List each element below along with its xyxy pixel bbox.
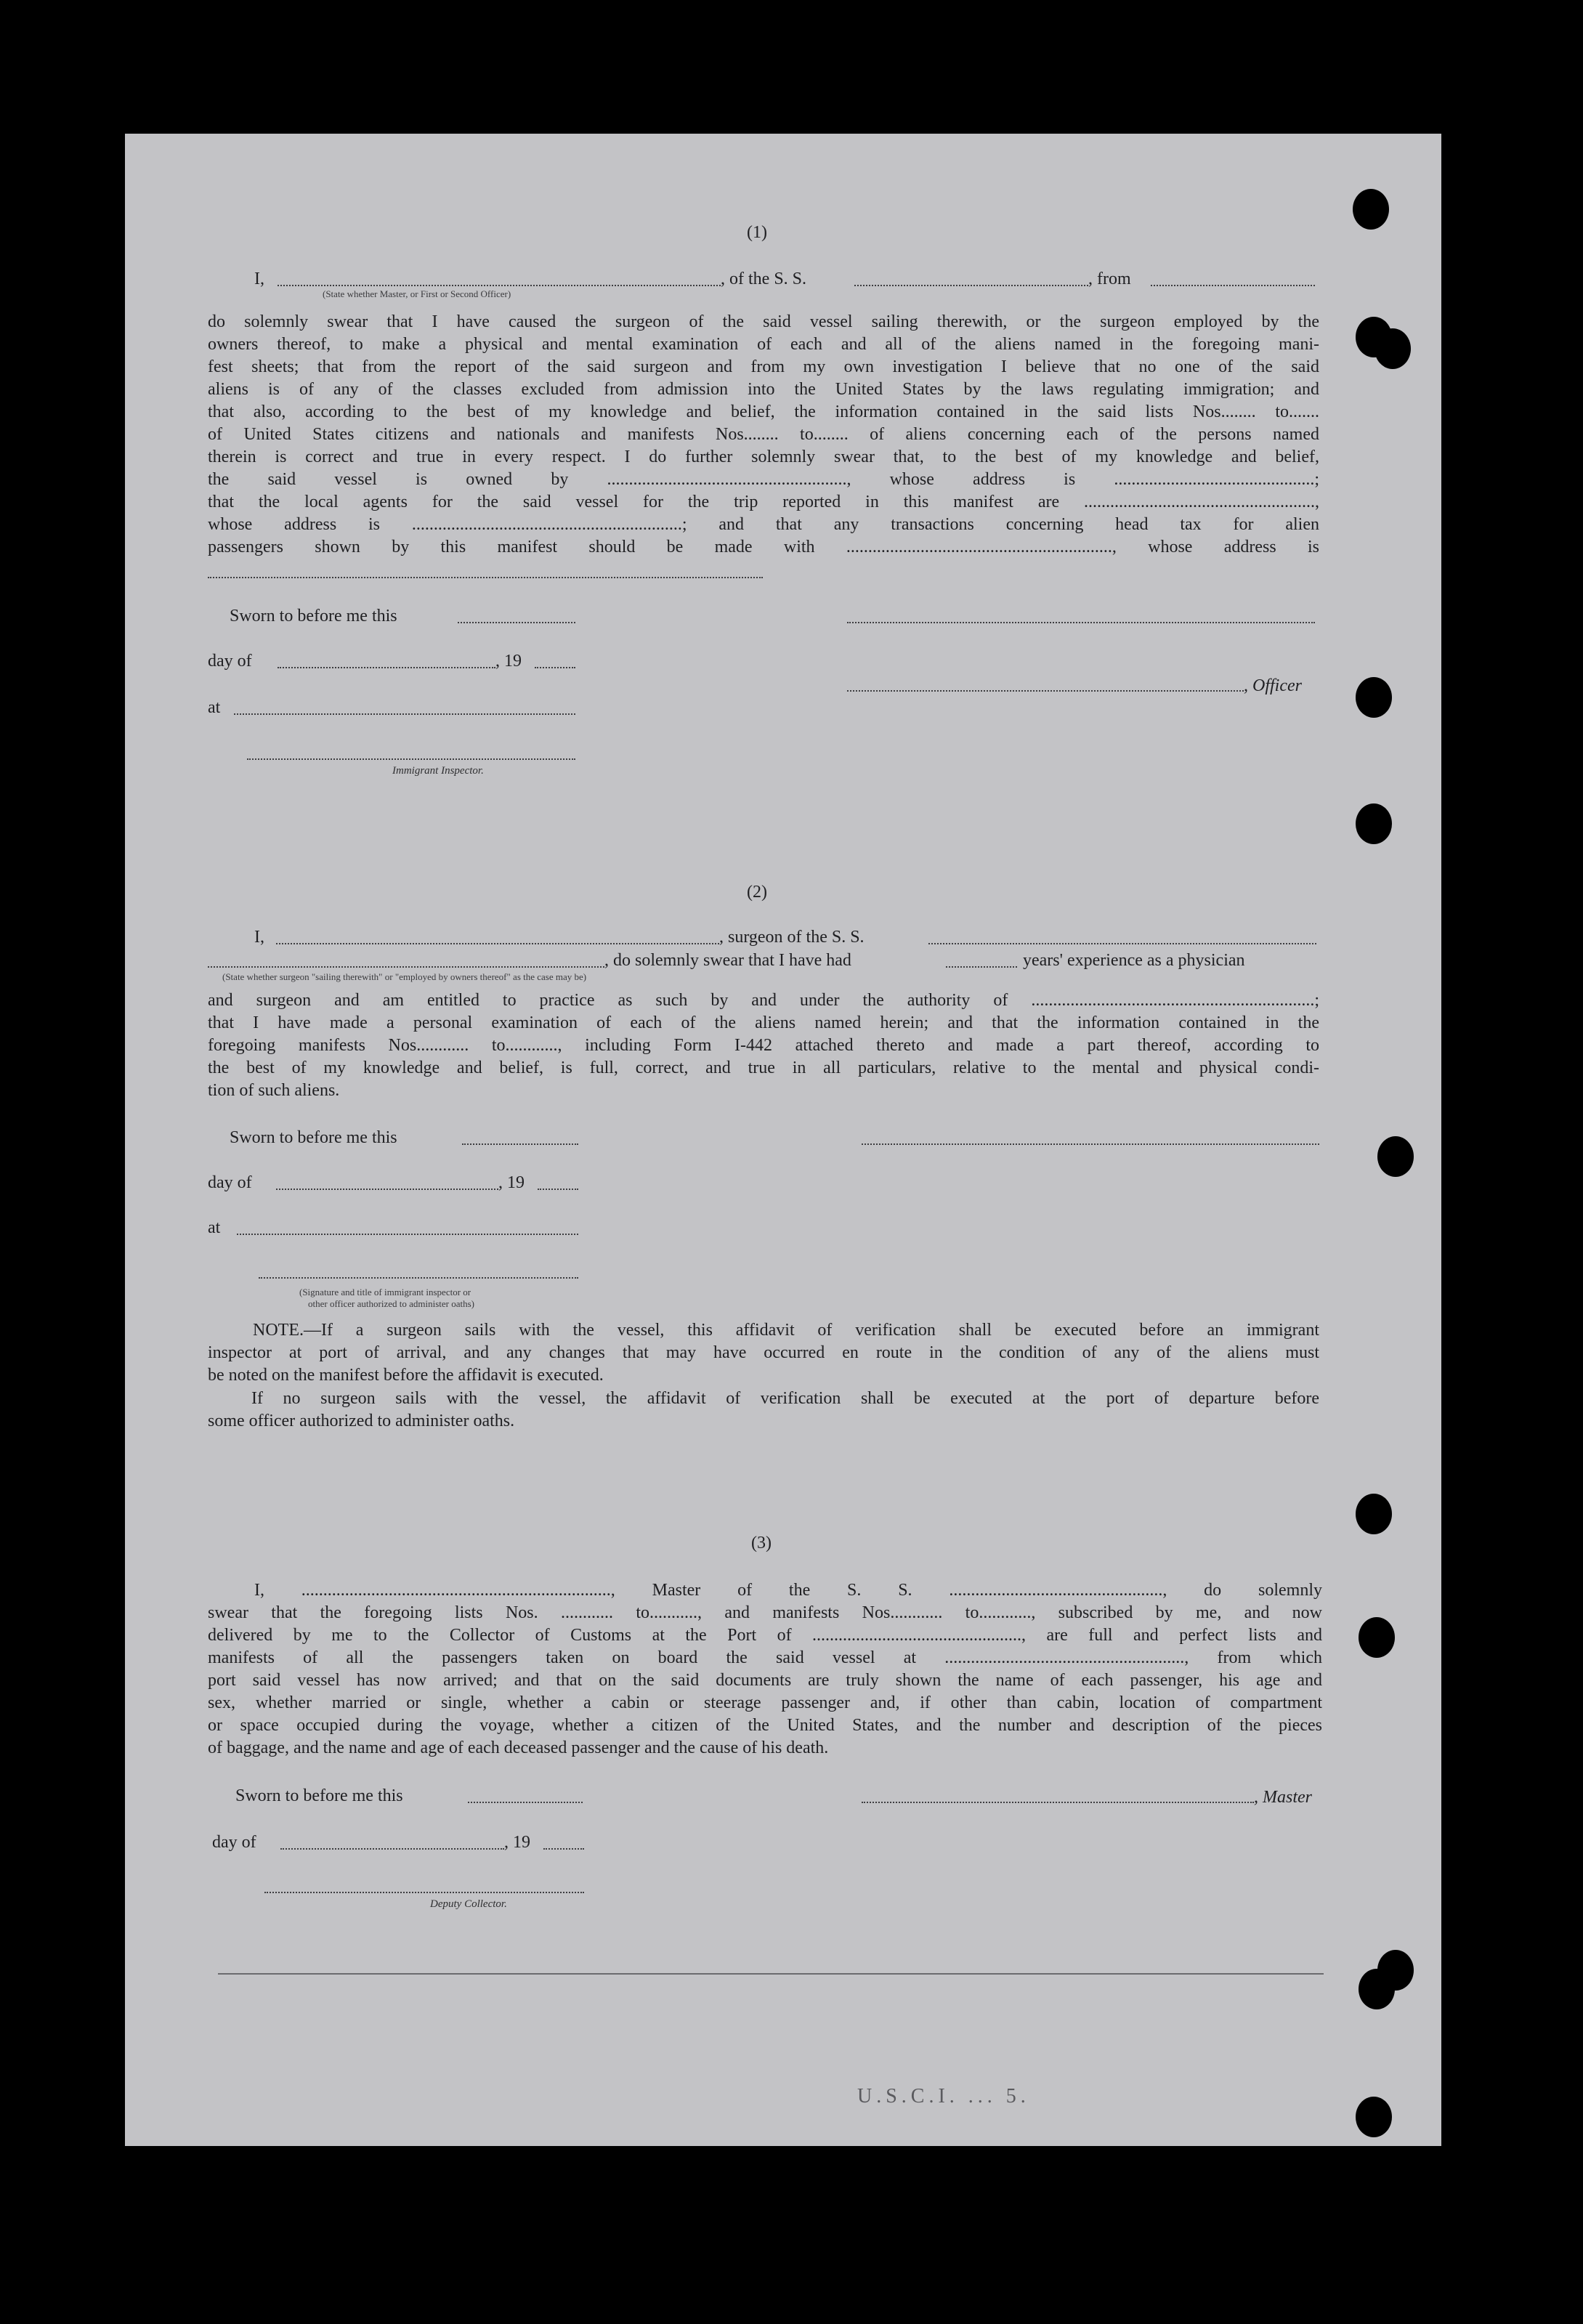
section-2-sworn-field[interactable] [462, 1143, 578, 1145]
of-the-ss-label: , of the S. S. [721, 270, 807, 288]
section-2-line: tion of such aliens. [208, 1081, 340, 1100]
section-3-line: manifests of all the passengers taken on board the said vessel at ......................................................., from which [208, 1648, 1322, 1667]
section-2-at: at [208, 1218, 221, 1237]
deputy-collector-signature-field[interactable] [264, 1892, 584, 1893]
section-2-officer-signature-field[interactable] [259, 1277, 578, 1279]
deputy-collector-label: Deputy Collector. [430, 1898, 507, 1910]
section-1-line: the said vessel is owned by ......................................................., whose address is ..............................................; [208, 470, 1319, 489]
ship-name-field[interactable] [854, 285, 1088, 286]
do-solemnly-label: , do solemnly swear that I have had [604, 951, 851, 970]
signature-note-line-1: (Signature and title of immigrant inspector or [299, 1287, 471, 1297]
section-1-sworn: Sworn to before me this [230, 607, 397, 625]
punch-hole [1356, 677, 1392, 718]
section-3-year: , 19 [504, 1833, 530, 1852]
section-3-line: port said vessel has now arrived; and that on the said documents are truly shown the name of each passenger, his age and [208, 1671, 1322, 1690]
immigrant-inspector-label: Immigrant Inspector. [392, 765, 484, 777]
section-2-i: I, [254, 928, 264, 947]
section-3-number: (3) [751, 1534, 772, 1552]
punch-hole [1359, 1617, 1395, 1658]
section-2-line: foregoing manifests Nos............ to............, including Form I-442 attached thereto and made a part thereof, according to [208, 1036, 1319, 1055]
section-3-day-of: day of [212, 1833, 256, 1852]
signature-note-line-2: other officer authorized to administer oaths) [308, 1298, 474, 1309]
note-line: NOTE.—If a surgeon sails with the vessel, this affidavit of verification shall be executed before an immigrant [253, 1321, 1319, 1340]
section-2-ship-field[interactable] [928, 943, 1316, 944]
note-line: be noted on the manifest before the affidavit is executed. [208, 1366, 604, 1385]
from-label: , from [1088, 270, 1131, 288]
note-line: If no surgeon sails with the vessel, the affidavit of verification shall be executed at the port of departure before [251, 1389, 1319, 1408]
officer-signature-field[interactable] [847, 690, 1244, 692]
section-1-day-of: day of [208, 652, 252, 671]
from-port-field[interactable] [1151, 285, 1315, 286]
section-1-year-field[interactable] [535, 667, 575, 668]
faded-stamp: U.S.C.I. ... 5. [857, 2085, 1030, 2108]
section-3-line: delivered by me to the Collector of Customs at the Port of ................................................, are full and perfect lists and [208, 1626, 1322, 1645]
section-1-line: do solemnly swear that I have caused the surgeon of the said vessel sailing therewith, or the surgeon employed by the [208, 312, 1319, 331]
inspector-signature-field[interactable] [247, 758, 575, 760]
section-1-line: aliens is of any of the classes excluded from admission into the United States by the laws regulating immigration; and [208, 380, 1319, 399]
section-3-line: swear that the foregoing lists Nos. ............ to..........., and manifests Nos............ to............, subscribed by me, and now [208, 1603, 1322, 1622]
surgeon-status-field[interactable] [208, 966, 604, 968]
section-1-line: owners thereof, to make a physical and mental examination of each and all of the aliens named in the foregoing mani- [208, 335, 1319, 354]
section-1-line: fest sheets; that from the report of the said surgeon and from my own investigation I believe that no one of the said [208, 357, 1319, 376]
section-1-body [208, 311, 1319, 559]
section-1-line: therein is correct and true in every respect. I do further solemnly swear that, to the best of my knowledge and belief, [208, 448, 1319, 466]
section-2-sworn: Sworn to before me this [230, 1128, 397, 1147]
scan-border [0, 2146, 1583, 2324]
section-1-at: at [208, 698, 221, 717]
note-line: some officer authorized to administer oaths. [208, 1412, 515, 1430]
section-2-number: (2) [747, 883, 767, 902]
note-paragraph [208, 1319, 1319, 1387]
section-2-line: the best of my knowledge and belief, is full, correct, and true in all particulars, relative to the mental and physical condi- [208, 1058, 1319, 1077]
section-2-day-field[interactable] [276, 1189, 498, 1190]
section-1-i: I, [254, 270, 264, 288]
section-2-year-field[interactable] [538, 1189, 578, 1190]
master-name-field[interactable] [278, 285, 721, 286]
address-continuation-field[interactable] [208, 577, 763, 578]
punch-hole [1375, 328, 1411, 369]
punch-hole [1359, 1969, 1395, 2009]
punch-hole [1356, 803, 1392, 844]
officer-label: , Officer [1244, 676, 1302, 695]
bottom-rule [218, 1973, 1324, 1975]
section-1-at-field[interactable] [234, 713, 575, 715]
surgeon-signature-field[interactable] [862, 1143, 1319, 1145]
section-1-year: , 19 [495, 652, 522, 671]
master-officer-note: (State whether Master, or First or Second Officer) [323, 288, 511, 299]
section-3-line: or space occupied during the voyage, whether a citizen of the United States, and the number and description of the pieces [208, 1716, 1322, 1735]
section-3-line: of baggage, and the name and age of each deceased passenger and the cause of his death. [208, 1738, 829, 1757]
section-2-body [208, 989, 1319, 1102]
section-1-signature-field[interactable] [847, 622, 1315, 623]
master-label: , Master [1254, 1788, 1312, 1807]
section-2-line: that I have made a personal examination of each of the aliens named herein; and that the information contained in the [208, 1013, 1319, 1032]
section-3-sworn: Sworn to before me this [235, 1786, 403, 1805]
section-1-sworn-field[interactable] [458, 622, 575, 623]
section-1-line: that the local agents for the said vessel for the trip reported in this manifest are ....................................................., [208, 493, 1319, 511]
section-2-line: and surgeon and am entitled to practice as such by and under the authority of .................................................................; [208, 991, 1319, 1010]
punch-hole [1353, 189, 1389, 230]
years-experience-label: years' experience as a physician [1023, 951, 1245, 970]
years-field[interactable] [946, 966, 1017, 968]
surgeon-name-field[interactable] [276, 943, 719, 944]
section-1-number: (1) [747, 223, 767, 242]
punch-hole [1377, 1136, 1414, 1177]
section-1-line: of United States citizens and nationals and manifests Nos........ to........ of aliens concerning each of the persons named [208, 425, 1319, 444]
section-1-line: passengers shown by this manifest should be made with ............................................................., whose address is [208, 538, 1319, 556]
section-1-line: that also, according to the best of my knowledge and belief, the information contained in the said lists Nos........ to....... [208, 402, 1319, 421]
section-1-day-field[interactable] [278, 667, 495, 668]
section-2-day-of: day of [208, 1173, 252, 1192]
section-3-line: I, ......................................................................., Master of the S. S. ................................................., do solemnly [254, 1581, 1322, 1600]
punch-hole [1356, 1494, 1392, 1534]
section-1-line: whose address is ..............................................................; and that any transactions concerning head tax for alien [208, 515, 1319, 534]
section-3-sworn-field[interactable] [468, 1802, 583, 1803]
note-line: inspector at port of arrival, and any changes that may have occurred en route in the condition of any of the aliens must [208, 1343, 1319, 1362]
surgeon-of-label: , surgeon of the S. S. [719, 928, 865, 947]
note-2-paragraph [208, 1388, 1319, 1433]
section-3-line: sex, whether married or single, whether a cabin or steerage passenger and, if other than cabin, location of compartment [208, 1693, 1322, 1712]
section-3-day-field[interactable] [280, 1848, 504, 1850]
section-2-at-field[interactable] [237, 1234, 578, 1235]
punch-hole [1356, 2097, 1392, 2137]
master-signature-field[interactable] [862, 1802, 1254, 1803]
surgeon-status-note: (State whether surgeon "sailing therewith" or "employed by owners thereof" as the case may be) [222, 971, 587, 982]
section-2-year: , 19 [498, 1173, 525, 1192]
section-3-year-field[interactable] [543, 1848, 584, 1850]
section-3-body [208, 1579, 1322, 1760]
